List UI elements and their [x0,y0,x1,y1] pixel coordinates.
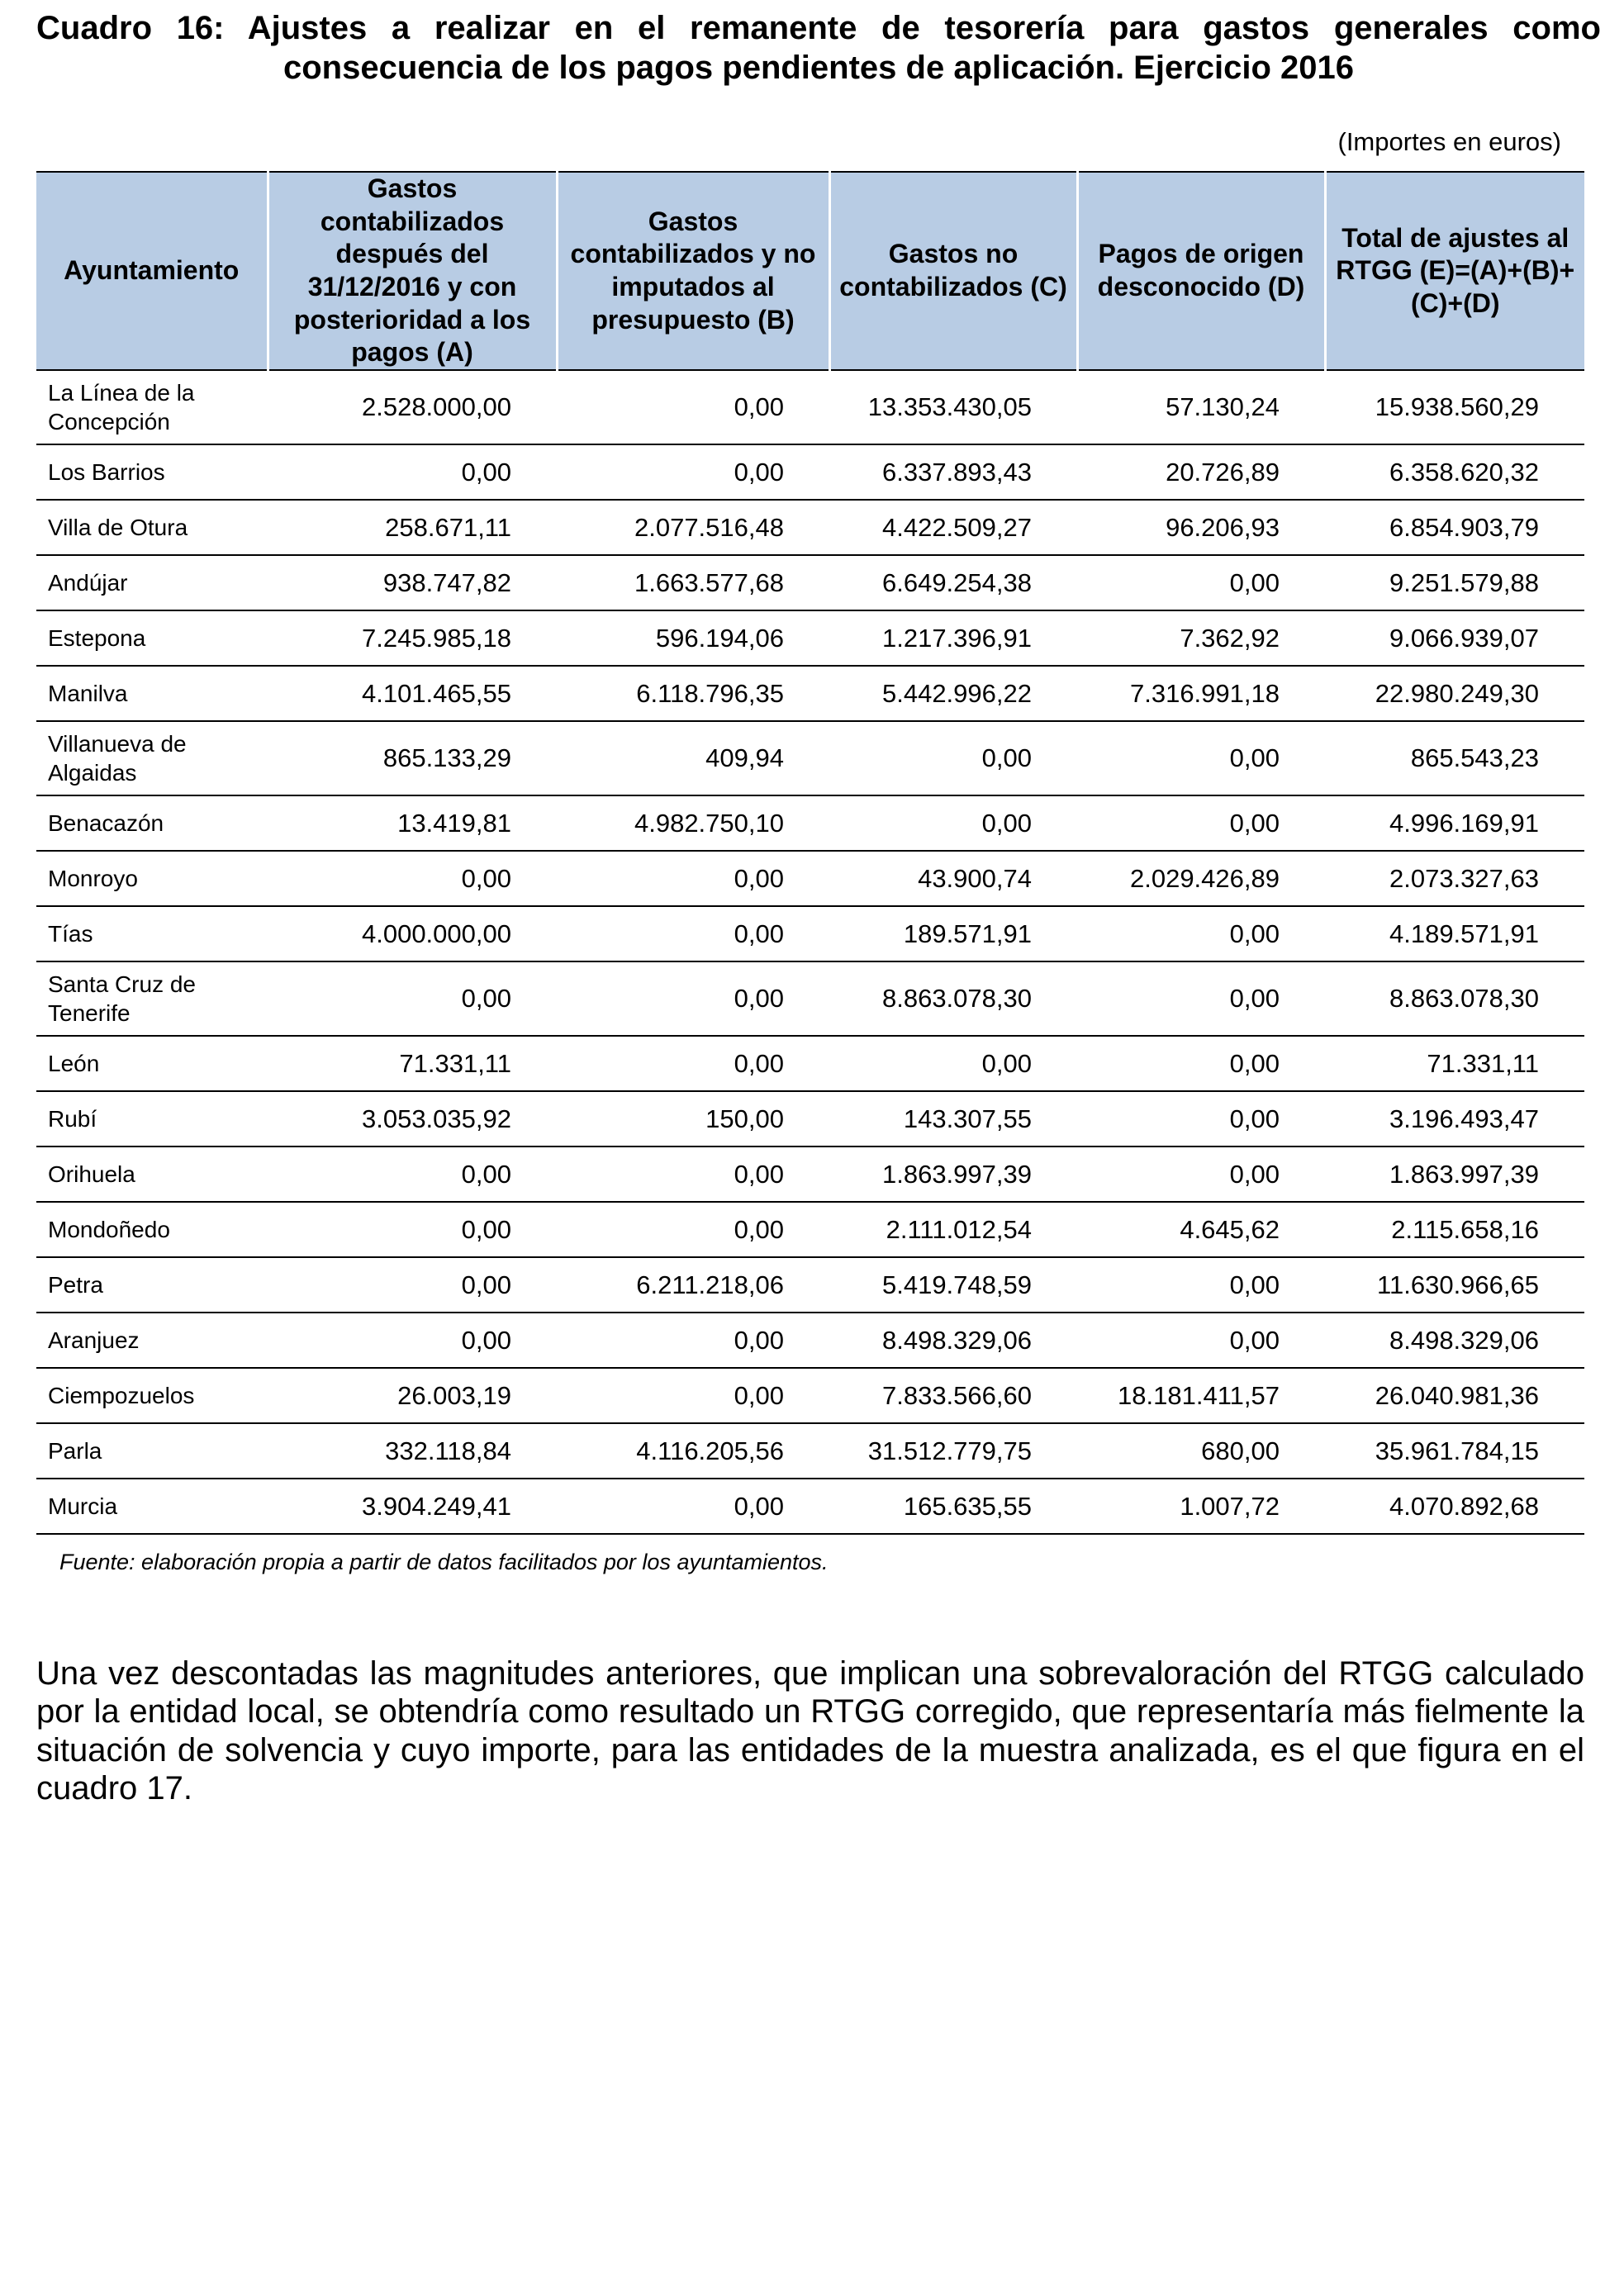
units-note: (Importes en euros) [1337,127,1561,156]
header-gastos-no-contabilizados: Gastos no contabilizados (C) [829,172,1077,370]
cell-ayuntamiento: Villanueva de Algaidas [48,730,187,786]
cell-amount: 13.419,81 [397,808,511,838]
cell-amount: 0,00 [461,1325,511,1355]
cell-amount: 865.543,23 [1410,743,1539,773]
header-pagos-origen-desconocido: Pagos de origen desconocido (D) [1077,172,1325,370]
table-row [36,795,1584,851]
cell-amount: 9.066.939,07 [1389,623,1539,653]
table-row [36,1091,1584,1146]
cell-amount: 0,00 [734,1214,784,1244]
cell-ayuntamiento: Orihuela [48,1161,135,1187]
cell-amount: 0,00 [734,1048,784,1078]
cell-amount: 4.189.571,91 [1389,919,1539,948]
table-row [36,906,1584,961]
cell-ayuntamiento: Murcia [48,1493,118,1519]
cell-amount: 0,00 [734,1325,784,1355]
cell-amount: 0,00 [734,919,784,948]
cell-amount: 8.498.329,06 [1389,1325,1539,1355]
cell-amount: 0,00 [734,392,784,422]
cell-amount: 0,00 [1229,919,1280,948]
cell-amount: 7.245.985,18 [361,623,511,653]
cell-amount: 7.362,92 [1180,623,1280,653]
header-total-ajustes: Total de ajustes al RTGG (E)=(A)+(B)+ (C)+(D) [1325,172,1584,370]
cell-amount: 1.863.997,39 [881,1159,1032,1189]
table-title-line-1: Cuadro 16: Ajustes a realizar en el remanente de tesorería para gastos generales como [36,10,1601,46]
cell-amount: 143.307,55 [903,1104,1032,1133]
table-row [36,1313,1584,1368]
cell-ayuntamiento: Rubí [48,1105,97,1132]
cell-amount: 8.863.078,30 [881,984,1032,1014]
cell-amount: 5.442.996,22 [881,678,1032,708]
cell-amount: 22.980.249,30 [1375,678,1539,708]
cell-amount: 9.251.579,88 [1389,567,1539,597]
cell-amount: 0,00 [981,808,1032,838]
cell-ayuntamiento: Estepona [48,624,146,651]
cell-amount: 0,00 [461,1159,511,1189]
cell-amount: 2.528.000,00 [361,392,511,422]
cell-amount: 0,00 [461,863,511,893]
cell-ayuntamiento: Villa de Otura [48,514,188,540]
cell-amount: 1.863.997,39 [1389,1159,1539,1189]
cell-ayuntamiento: Tías [48,920,93,947]
cell-amount: 4.000.000,00 [361,919,511,948]
table-row [36,500,1584,555]
cell-ayuntamiento: Manilva [48,680,128,706]
cell-amount: 2.077.516,48 [634,512,784,542]
cell-amount: 0,00 [1229,567,1280,597]
table-title-line-2: consecuencia de los pagos pendientes de aplicación. Ejercicio 2016 [283,50,1355,86]
cell-amount: 1.007,72 [1180,1491,1280,1521]
cell-amount: 865.133,29 [382,743,511,773]
cell-amount: 6.358.620,32 [1389,457,1539,487]
cell-amount: 2.073.327,63 [1389,863,1539,893]
cell-amount: 0,00 [734,984,784,1014]
cell-amount: 0,00 [1229,1325,1280,1355]
header-gastos-posteriores: Gastos contabilizados después del 31/12/2016 y con posterioridad a los pagos (A) [268,172,557,370]
cell-amount: 332.118,84 [385,1436,511,1465]
cell-ayuntamiento: La Línea de la Concepción [48,379,195,435]
table-row [36,721,1584,795]
cell-amount: 165.635,55 [903,1491,1032,1521]
table-row [36,851,1584,906]
cell-amount: 4.070.892,68 [1389,1491,1539,1521]
cell-amount: 7.833.566,60 [881,1380,1032,1410]
cell-amount: 4.101.465,55 [361,678,511,708]
cell-amount: 0,00 [734,863,784,893]
table-row [36,1423,1584,1479]
cell-amount: 4.982.750,10 [634,808,784,838]
cell-amount: 2.029.426,89 [1129,863,1280,893]
cell-amount: 0,00 [1229,743,1280,773]
table-row [36,961,1584,1036]
cell-amount: 8.498.329,06 [881,1325,1032,1355]
cell-amount: 4.422.509,27 [881,512,1032,542]
cell-amount: 26.003,19 [397,1380,511,1410]
cell-amount: 6.854.903,79 [1389,512,1539,542]
cell-amount: 0,00 [734,1491,784,1521]
cell-ayuntamiento: Parla [48,1437,102,1464]
cell-amount: 0,00 [1229,1048,1280,1078]
cell-amount: 6.649.254,38 [881,567,1032,597]
cell-amount: 409,94 [705,743,784,773]
cell-amount: 1.663.577,68 [634,567,784,597]
cell-amount: 0,00 [981,743,1032,773]
table-row [36,1146,1584,1202]
cell-amount: 0,00 [734,1380,784,1410]
cell-amount: 0,00 [461,1214,511,1244]
cell-ayuntamiento: Benacazón [48,809,164,836]
cell-amount: 35.961.784,15 [1375,1436,1539,1465]
cell-amount: 0,00 [1229,1159,1280,1189]
cell-amount: 11.630.966,65 [1377,1270,1539,1299]
cell-amount: 0,00 [461,1270,511,1299]
cell-amount: 71.331,11 [1427,1048,1539,1078]
cell-amount: 0,00 [1229,1270,1280,1299]
cell-amount: 0,00 [734,457,784,487]
cell-amount: 71.331,11 [399,1048,511,1078]
cell-amount: 5.419.748,59 [881,1270,1032,1299]
cell-amount: 0,00 [981,1048,1032,1078]
cell-amount: 31.512.779,75 [867,1436,1032,1465]
cell-amount: 13.353.430,05 [867,392,1032,422]
cell-ayuntamiento: Andújar [48,569,128,596]
cell-amount: 0,00 [1229,984,1280,1014]
cell-amount: 0,00 [1229,1104,1280,1133]
cell-ayuntamiento: Aranjuez [48,1327,140,1353]
cell-ayuntamiento: Petra [48,1271,103,1298]
cell-amount: 3.904.249,41 [361,1491,511,1521]
cell-ayuntamiento: Mondoñedo [48,1216,170,1242]
cell-amount: 0,00 [1229,808,1280,838]
cell-amount: 0,00 [734,1159,784,1189]
cell-ayuntamiento: Monroyo [48,865,138,891]
cell-amount: 8.863.078,30 [1389,984,1539,1014]
cell-amount: 43.900,74 [918,863,1032,893]
cell-amount: 596.194,06 [655,623,784,653]
cell-amount: 258.671,11 [385,512,511,542]
table-row [36,666,1584,721]
cell-amount: 6.211.218,06 [636,1270,784,1299]
cell-amount: 938.747,82 [382,567,511,597]
cell-amount: 189.571,91 [903,919,1032,948]
table-row [36,1479,1584,1534]
cell-amount: 2.115.658,16 [1391,1214,1539,1244]
cell-amount: 0,00 [461,457,511,487]
cell-amount: 20.726,89 [1166,457,1280,487]
cell-ayuntamiento: Ciempozuelos [48,1382,195,1408]
cell-amount: 57.130,24 [1166,392,1280,422]
table-row [36,1202,1584,1257]
table-header-row [36,172,1584,370]
header-ayuntamiento: Ayuntamiento [36,172,268,370]
cell-amount: 150,00 [705,1104,784,1133]
cell-amount: 15.938.560,29 [1375,392,1539,422]
header-gastos-no-imputados: Gastos contabilizados y no imputados al presupuesto (B) [557,172,829,370]
cell-amount: 4.645,62 [1180,1214,1280,1244]
cell-amount: 7.316.991,18 [1129,678,1280,708]
cell-amount: 96.206,93 [1166,512,1280,542]
cell-ayuntamiento: Santa Cruz de Tenerife [48,971,196,1027]
body-paragraph: Una vez descontadas las magnitudes anteriores, que implican una sobrevaloración del RTGG calculado por la entidad local, se obtendría como resultado un RTGG corregido, que representaría más fielmente la situación de solvencia y cuyo importe, para las entidades de la muestra analizada, es el que figura en el cuadro 17. [36,1655,1584,1807]
cell-amount: 1.217.396,91 [881,623,1032,653]
cell-ayuntamiento: León [48,1050,100,1076]
cell-amount: 680,00 [1201,1436,1280,1465]
cell-amount: 4.116.205,56 [636,1436,784,1465]
table-body [36,370,1584,1534]
table-row [36,444,1584,500]
cell-amount: 0,00 [461,984,511,1014]
cell-amount: 3.053.035,92 [361,1104,511,1133]
cell-amount: 2.111.012,54 [886,1214,1032,1244]
adjustments-table [36,171,1584,1535]
cell-amount: 26.040.981,36 [1375,1380,1539,1410]
cell-amount: 4.996.169,91 [1389,808,1539,838]
table-row [36,370,1584,444]
table-row [36,1257,1584,1313]
table-row [36,1368,1584,1423]
table-row [36,610,1584,666]
table-source-note: Fuente: elaboración propia a partir de datos facilitados por los ayuntamientos. [59,1550,829,1574]
table-row [36,1036,1584,1091]
cell-amount: 6.337.893,43 [881,457,1032,487]
cell-amount: 6.118.796,35 [636,678,784,708]
table-row [36,555,1584,610]
cell-ayuntamiento: Los Barrios [48,458,165,485]
cell-amount: 3.196.493,47 [1389,1104,1539,1133]
cell-amount: 18.181.411,57 [1118,1380,1280,1410]
